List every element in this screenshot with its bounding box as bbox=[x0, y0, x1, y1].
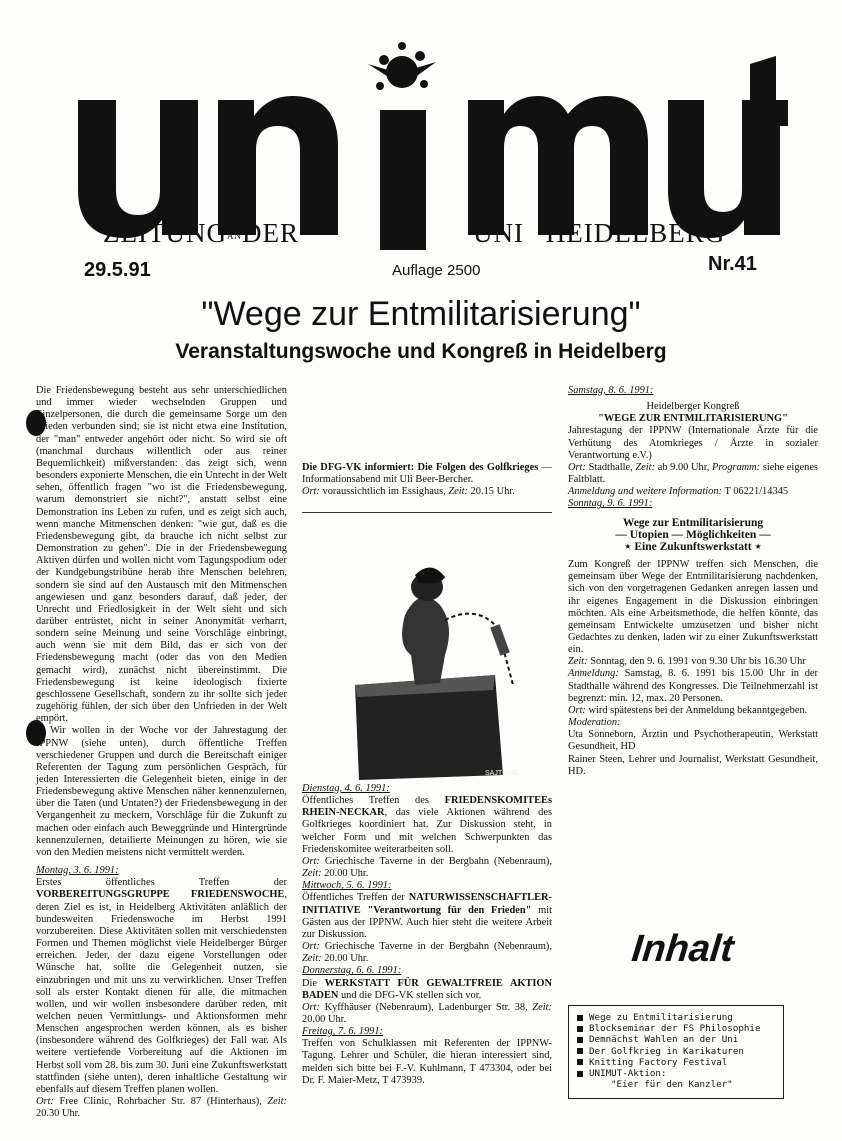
montag-text: Erstes öffentliches Treffen der bbox=[36, 877, 287, 889]
label-ort: Ort: bbox=[302, 1001, 320, 1013]
label-ort: Ort: bbox=[302, 855, 320, 867]
label-zeit: Zeit: bbox=[635, 461, 656, 473]
samstag-title-2: "WEGE ZUR ENTMILITARISIERUNG" bbox=[598, 413, 788, 425]
contents-item-label: Blockseminar der FS Philosophie bbox=[589, 1023, 761, 1035]
donnerstag-bold: WERKSTATT FÜR GEWALTFREIE AKTION BADEN bbox=[302, 977, 552, 1001]
contents-item[interactable] bbox=[577, 1034, 775, 1045]
bullet-square-icon bbox=[577, 1026, 583, 1032]
print-run: Auflage 2500 bbox=[392, 262, 481, 279]
mittwoch-bold: NATURWISSENSCHAFTLER-INITIATIVE "Verantwortung für den Frieden" bbox=[302, 892, 552, 916]
dienstag-ort: Griechische Taverne in der Bergbahn (Nebenraum), bbox=[324, 855, 552, 867]
donnerstag-text: Die bbox=[302, 977, 325, 989]
mittwoch-zeit: 20.00 Uhr. bbox=[324, 953, 369, 965]
contents-item-label: UNIMUT-Aktion: bbox=[589, 1068, 667, 1080]
cartoon-illustration bbox=[345, 565, 545, 783]
samstag-label: Samstag, 8. 6. 1991: bbox=[568, 385, 654, 396]
dienstag-zeit: 20.00 Uhr. bbox=[324, 868, 369, 880]
subtitle-der: DER bbox=[241, 218, 299, 248]
label-zeit: Zeit: bbox=[302, 953, 322, 965]
label-zeit: Zeit: bbox=[267, 1096, 287, 1108]
dfg-text: Die DFG-VK informiert: bbox=[302, 462, 418, 473]
contents-item-label: Demnächst Wahlen an der Uni bbox=[589, 1034, 739, 1046]
sonntag-title-3: ⋆ Eine Zukunftswerkstatt ⋆ bbox=[624, 540, 762, 553]
montag-label: Montag, 3. 6. 1991: bbox=[36, 865, 119, 877]
dienstag-bold: FRIEDENSKOMITEEs RHEIN-NECKAR bbox=[302, 795, 552, 819]
issue-date: 29.5.91 bbox=[84, 259, 151, 281]
bullet-square-icon bbox=[577, 1037, 583, 1043]
samstag-ort: Stadthalle, bbox=[588, 461, 633, 473]
column-3 bbox=[568, 385, 818, 778]
contents-item-label: Knitting Factory Festival bbox=[589, 1056, 728, 1068]
deck: Veranstaltungswoche und Kongreß in Heidelberg bbox=[175, 340, 667, 363]
masthead-subtitle-left bbox=[103, 218, 299, 249]
dienstag-label: Dienstag, 4. 6. 1991: bbox=[302, 783, 390, 794]
headline: "Wege zur Entmilitarisierung" bbox=[201, 295, 641, 333]
bullet-square-icon bbox=[577, 1071, 583, 1077]
intro-paragraph: Die Friedensbewegung besteht aus sehr unterschiedlichen und immer wieder wechselnden Gruppen und Einzelpersonen, die durch die gemeinsame Sorge um den Frieden verbunden sind; sie ist nicht etwa eine Institution, der "man" entweder angehört oder nicht. So wird sie oft (manchmal durchaus willentlich oder aus reiner Bequemlichkeit) mißverstanden: das zeigt sich, wenn besonders exponierte Menschen, die ein Unrecht in der Welt sehen, öffentlich fragen "wo ist die Friedensbewegung, warum demonstriert sie nicht?", anstatt selbst eine Demonstration ins Leben zu rufen, und es zeigt sich auch, wenn manche Mitmenschen denken: "wie gut, daß es die Friedensbewegung gibt, da brauche ich nicht selbst zur Demonstration zu gehen". Die in der Friedensbewegung Aktiven dürfen und wollen nicht vom Tagungspodium oder der Kundgebungstribüne herab ihre Menschen belehren, sondern sie sind auf den Austausch mit den Mitmenschen angewiesen und ganz besonders darauf, daß jeder, der Unrecht und Friedlosigkeit in der Welt sieht und sich darüber entrüstet, nicht in seiner Anonymität verharrt, sondern seine Meinung und seine Vorschläge einbringt, auch wenn sie mit dem Bild, das er sich von der Friedensbewegung macht (oder das von den Medien gemacht wird), zunächst nicht übereinstimmt. Die Friedensbewegung ist keine ideologisch fixierte geschlossene Gesellschaft, sondern zu ihr sollte sich jeder zugehörig fühlen, der sich über den Unfrieden in der Welt empört. bbox=[36, 385, 287, 725]
bullet-square-icon bbox=[577, 1048, 583, 1054]
issue-number: Nr.41 bbox=[708, 253, 757, 275]
sonntag-text: Zum Kongreß der IPPNW treffen sich Menschen, die gemeinsam über Wege der Entmilitarisierung nachdenken, sich von den vorgetragenen Gedanken anregen lassen und ihr eigenes Engagement in die Diskussion einbringen möchten. Als eine Arbeitsmethode, die helfen könnte, das gemeinsam Entwickelte umzusetzen und bisher nicht Gedachtes zu denken, laden wir zu einer Zukunftswerkstatt ein. bbox=[568, 559, 818, 656]
sonntag-anmeldung: Samstag, 8. 6. 1991 bis 15.00 Uhr in der Stadthalle während des Kongresses. Die Teilnehmerzahl ist begrenzt: min. 12, max. 20 Personen. bbox=[568, 668, 818, 704]
dfg-ort: voraussichtlich im Essighaus, bbox=[322, 486, 446, 498]
label-zeit: Zeit: bbox=[302, 868, 322, 880]
dfg-zeit: 20.15 Uhr. bbox=[470, 486, 515, 498]
donnerstag-text-b: und die DFG-VK stellen sich vor. bbox=[338, 989, 482, 1001]
label-programm: Programm: bbox=[712, 461, 761, 473]
dfg-text-b: — Informationsabend mit Uli Beer-Bercher. bbox=[302, 462, 552, 486]
moderation-label: Moderation: bbox=[568, 717, 621, 729]
samstag-title-1: Heidelberger Kongreß bbox=[646, 401, 740, 413]
contents-item-continuation: "Eier für den Kanzler" bbox=[611, 1079, 733, 1091]
contents-item[interactable] bbox=[577, 1046, 775, 1057]
freitag-label: Freitag, 7. 6. 1991: bbox=[302, 1026, 383, 1038]
contents-box bbox=[568, 1005, 784, 1099]
label-ort: Ort: bbox=[302, 486, 320, 498]
contents-item[interactable] bbox=[577, 1023, 775, 1034]
samstag-anmeldung: Anmeldung und weitere Information: bbox=[568, 486, 723, 498]
montag-bold: VORBEREITUNGSGRUPPE FRIEDENSWOCHE bbox=[36, 889, 285, 901]
label-ort: Ort: bbox=[36, 1096, 54, 1108]
donnerstag-zeit: 20.00 Uhr. bbox=[302, 1013, 347, 1025]
column-2-bottom bbox=[302, 783, 552, 1087]
label-zeit: Zeit: bbox=[532, 1001, 552, 1013]
dienstag-text-b: , das viele Aktionen während des Golfkrieges koordiniert hat. Zur Diskussion steht, in welcher Form und mit welchen Schwerpunkten das Friedenskomitee weiterarbeiten soll. bbox=[302, 807, 552, 855]
contents-item[interactable] bbox=[577, 1012, 775, 1023]
contents-item-label: Der Golfkrieg in Karikaturen bbox=[589, 1045, 744, 1057]
dfg-block bbox=[302, 462, 552, 498]
freitag-text: Treffen von Schulklassen mit Referenten der IPPNW-Tagung. Lehrer und Schüler, die hieran interessiert sind, melden sich bitte bei F.-V. Kuhlmann, T 473304, oder bei Dr. F. Maier-Metz, T 473939. bbox=[302, 1038, 552, 1086]
label-ort: Ort: bbox=[568, 461, 586, 473]
sonntag-title-2: — Utopien — Möglichkeiten — bbox=[615, 528, 771, 541]
dfg-bold: Die Folgen des Golfkrieges bbox=[417, 462, 539, 473]
sonntag-zeit: Sonntag, den 9. 6. 1991 von 9.30 Uhr bis 16.30 Uhr bbox=[590, 656, 806, 668]
paragraph-2: Wir wollen in der Woche vor der Jahrestagung der IPPNW (siehe unten), durch öffentliche Treffen verschiedener Gruppen und durch die Bereitschaft einiger Referenten der Tagung zum persönlichen Gespräch, für jeden Interessierten die Gelegenheit bieten, einige in der Friedensbewegung aktive Menschen näher kennenzulernen, über die Taten (und Untaten?) der Friedensbewegung in der Vergangenheit zu meckern, Vorschläge für die Zukunft zu machen oder einfach auch Beweggründe und Hintergründe kennenzulernen, detailierte Meinungen zu hören, wie sie von den Medien meistens nicht vermittelt werden. bbox=[36, 725, 287, 858]
moderation-2: Rainer Steen, Lehrer und Journalist, Werkstatt Gesundheit, HD. bbox=[568, 753, 818, 777]
label-anmeldung: Anmeldung: bbox=[568, 668, 619, 680]
montag-ort: Free Clinic, Rohrbacher Str. 87 (Hinterhaus), bbox=[59, 1096, 262, 1108]
column-divider bbox=[302, 512, 552, 513]
subtitle-zeitung: ZEITUNG bbox=[103, 218, 227, 248]
label-zeit: Zeit: bbox=[448, 486, 468, 498]
mittwoch-text-b: mit Gästen aus der IPPNW. Auch hier steht die weitere Arbeit zur Diskussion. bbox=[302, 904, 552, 940]
dienstag-text: Öffentliches Treffen des bbox=[302, 795, 445, 807]
sonntag-title-1: Wege zur Entmilitarisierung bbox=[622, 516, 764, 529]
donnerstag-ort: Kyffhäuser (Nebenraum), Ladenburger Str. 38, bbox=[324, 1001, 528, 1013]
donnerstag-label: Donnerstag, 6. 6. 1991: bbox=[302, 965, 402, 977]
mittwoch-text: Öffentliches Treffen der bbox=[302, 892, 409, 904]
sonntag-ort: wird spätestens bei der Anmeldung bekanntgegeben. bbox=[588, 704, 808, 716]
samstag-text: Jahrestagung der IPPNW (Internationale Ärzte für die Verhütung des Atomkrieges / Ärzte in sozialer Verantwortung e.V.) bbox=[568, 425, 818, 461]
contents-item[interactable] bbox=[577, 1057, 775, 1068]
samstag-telefon: T 06221/14345 bbox=[724, 486, 789, 498]
bullet-square-icon bbox=[577, 1059, 583, 1065]
label-ort: Ort: bbox=[302, 941, 320, 953]
label-zeit: Zeit: bbox=[568, 656, 588, 668]
column-1 bbox=[36, 385, 287, 1120]
samstag-programm: siehe eigenes Faltblatt. bbox=[568, 461, 818, 486]
contents-item-label: Wege zu Entmilitarisierung bbox=[589, 1012, 733, 1023]
sonntag-label: Sonntag, 9. 6. 1991: bbox=[568, 498, 653, 510]
contents-title: Inhalt bbox=[629, 928, 736, 970]
mittwoch-ort: Griechische Taverne in der Bergbahn (Nebenraum), bbox=[324, 941, 552, 953]
contents-item[interactable] bbox=[577, 1068, 775, 1079]
mittwoch-label: Mittwoch, 5. 6. 1991: bbox=[302, 880, 392, 892]
cartoon-signature: SAJTINAC bbox=[485, 770, 519, 777]
montag-zeit: 20.30 Uhr. bbox=[36, 1108, 81, 1120]
subtitle-an: AN bbox=[226, 230, 242, 241]
bullet-square-icon bbox=[577, 1015, 583, 1021]
label-ort: Ort: bbox=[568, 704, 586, 716]
samstag-zeit: ab 9.00 Uhr, bbox=[657, 461, 710, 473]
masthead-subtitle-right: UNI HEIDELBERG bbox=[473, 218, 726, 248]
moderation-1: Uta Sonneborn, Ärztin und Psychotherapeutin, Werkstatt Gesundheit, HD bbox=[568, 729, 818, 753]
montag-text-b: , deren Ziel es ist, in Heidelberg Aktivitäten anläßlich der bundesweiten Friedenswoche im Herbst 1991 vorzubereiten. Diese Aktivitäten sollen mit verschiedensten Formen und Themen möglichst viele Heidelberger Bürger erreichen. Jeder, der dazu eigene Vorstellungen oder Wünsche hat, sollte die Gelegenheit nutzen, sie einzubringen und mit uns zu verwirklichen. Unser Treffen soll als erster Kontakt dienen für alle, die mitmachen wollen, und wir wollen insbesondere darüber reden, mit welchen neuen Vermittlungs- und Aktionsformen mehr Menschen angesprochen werden können, als es bisher (insbesondere während des Golfkrieges) der Fall war. Als weitere vertiefende Vorbereitung auf die Aktionen im Herbst soll vom 28. bis zum 30. Juni eine Zukunftswerkstatt stattfinden (siehe unten), deren inhaltliche Gestaltung wir ebenfalls auf diesem Treffen planen wollen. bbox=[36, 889, 287, 1095]
